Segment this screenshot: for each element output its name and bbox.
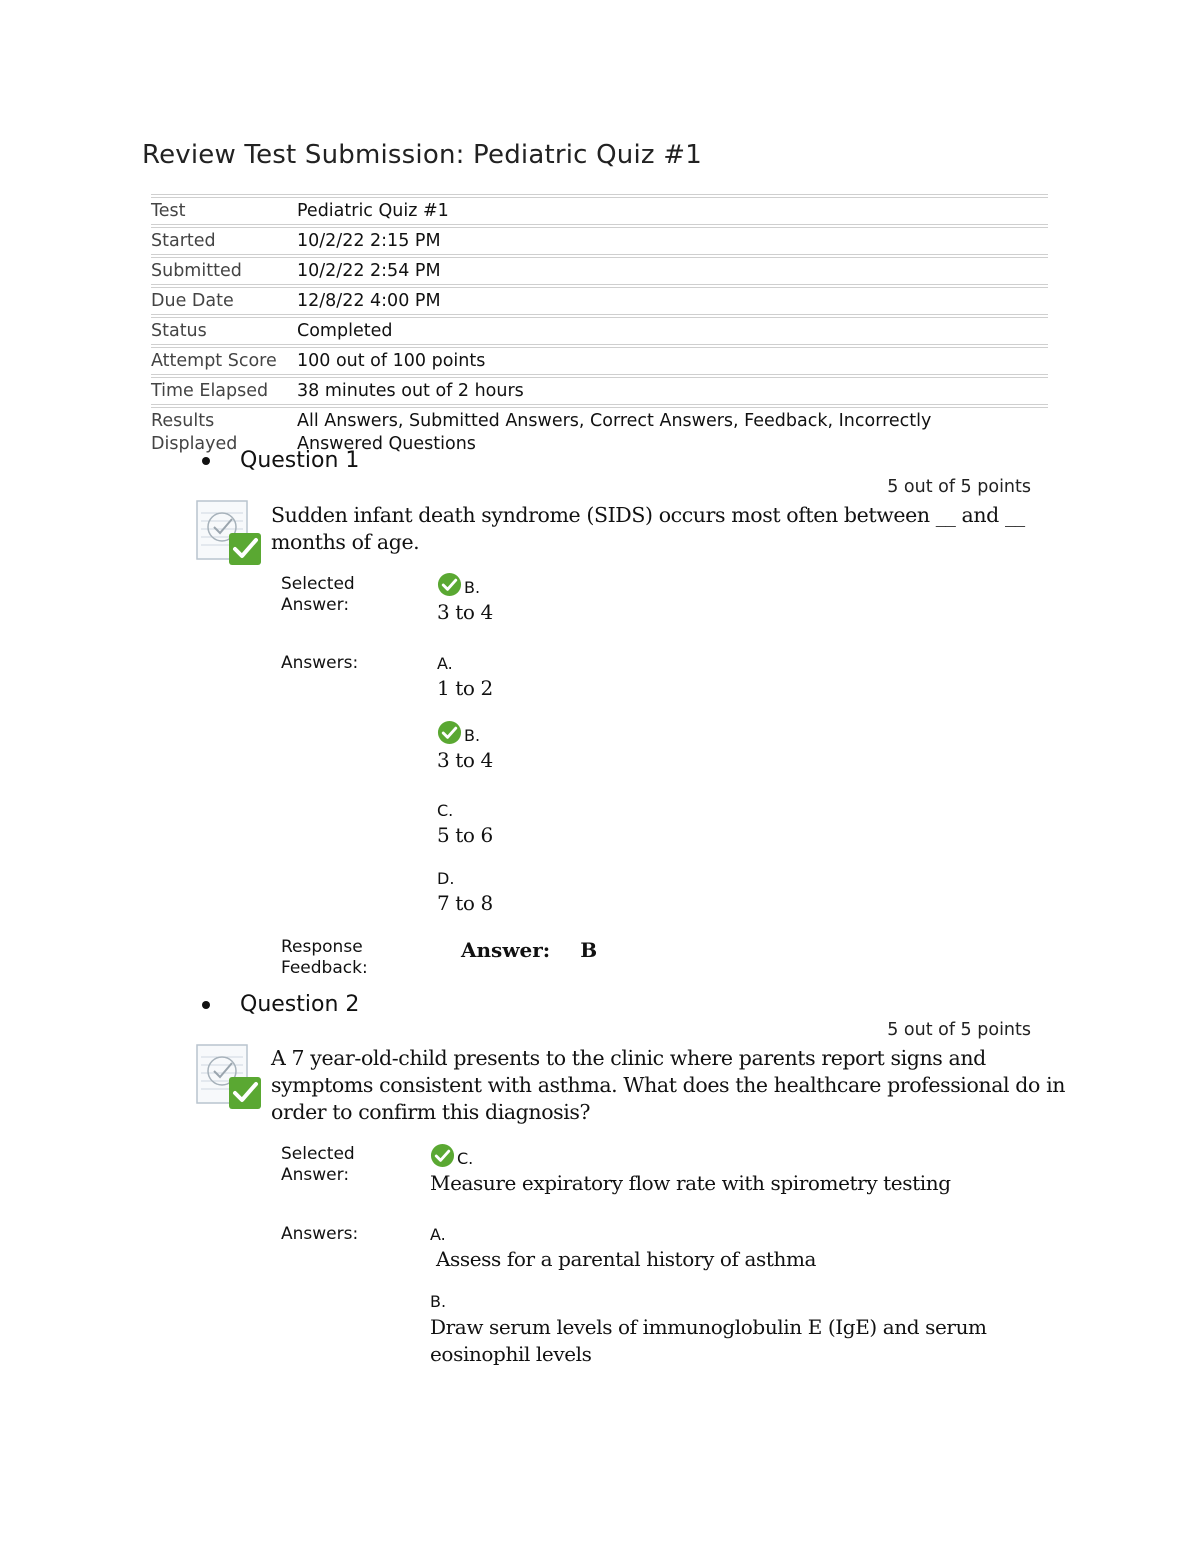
selected-answer-label: Selected Answer: (281, 1144, 355, 1185)
question-title: Question 2 (240, 992, 360, 1017)
answer-option (437, 654, 493, 700)
info-row-submitted (151, 256, 1048, 286)
info-value: Completed (297, 321, 393, 341)
info-key: Results Displayed (151, 411, 238, 454)
info-key: Test (151, 201, 186, 221)
info-value: 38 minutes out of 2 hours (297, 381, 524, 401)
bullet (202, 1001, 210, 1009)
answer-text: Measure expiratory flow rate with spirometry testing (430, 1171, 951, 1195)
answer-letter: B. (464, 726, 481, 745)
info-value: 10/2/22 2:15 PM (297, 231, 441, 251)
bullet (202, 457, 210, 465)
info-row-attempt-score (151, 346, 1048, 376)
info-key: Time Elapsed (151, 381, 269, 401)
answer-letter: A. (437, 654, 453, 673)
question-2-selected-answer (430, 1143, 951, 1195)
answer-text: 5 to 6 (437, 823, 493, 847)
info-key: Submitted (151, 261, 242, 281)
page-title: Review Test Submission: Pediatric Quiz #1 (142, 140, 702, 170)
answer-letter: A. (430, 1225, 446, 1244)
answer-letter: C. (457, 1149, 474, 1168)
question-1-text: Sudden infant death syndrome (SIDS) occurs most often between __ and __ months of age. (271, 503, 1025, 554)
question-1-points: 5 out of 5 points (887, 477, 1031, 497)
feedback-label: Answer: (461, 938, 551, 962)
response-feedback-label: Response Feedback: (281, 937, 368, 978)
info-value: 100 out of 100 points (297, 351, 486, 371)
answer-text: Assess for a parental history of asthma (430, 1247, 817, 1271)
info-row-started (151, 226, 1048, 256)
info-key: Status (151, 321, 207, 341)
answer-option (430, 1292, 1030, 1368)
info-key: Due Date (151, 291, 234, 311)
graded-correct-icon (195, 499, 263, 567)
info-value: Pediatric Quiz #1 (297, 201, 449, 221)
question-1-feedback (461, 938, 597, 962)
info-row-time-elapsed (151, 376, 1048, 406)
selected-answer-label: Selected Answer: (281, 574, 355, 615)
question-2-points: 5 out of 5 points (887, 1020, 1031, 1040)
question-2-heading (202, 992, 359, 1017)
info-key: Started (151, 231, 216, 251)
submission-info-table (151, 194, 1048, 456)
answer-option (430, 1225, 816, 1271)
answer-text: 7 to 8 (437, 891, 493, 915)
answer-option-correct (437, 720, 493, 772)
answer-text: Draw serum levels of immunoglobulin E (IgE) and serum eosinophil levels (430, 1315, 987, 1366)
answer-text: 3 to 4 (437, 600, 493, 624)
answer-letter: D. (437, 869, 455, 888)
info-row-status (151, 316, 1048, 346)
info-key: Attempt Score (151, 351, 277, 371)
question-2-text: A 7 year-old-child presents to the clinic where parents report signs and symptoms consistent with asthma. What does the healthcare professional do in order to confirm this diagnosis? (271, 1046, 1066, 1124)
answer-text: 3 to 4 (437, 748, 493, 772)
answers-label: Answers: (281, 1224, 359, 1244)
answer-option (437, 869, 493, 915)
answer-letter: B. (464, 578, 481, 597)
info-value: 12/8/22 4:00 PM (297, 291, 441, 311)
green-check-icon (437, 572, 462, 597)
info-value: All Answers, Submitted Answers, Correct Answers, Feedback, Incorrectly Answered Questions (297, 411, 932, 454)
feedback-value: B (580, 938, 598, 962)
info-row-due-date (151, 286, 1048, 316)
info-row-test (151, 196, 1048, 226)
answer-text: 1 to 2 (437, 676, 493, 700)
question-title: Question 1 (240, 448, 360, 473)
green-check-icon (430, 1143, 455, 1168)
green-check-icon (437, 720, 462, 745)
answers-label: Answers: (281, 653, 359, 673)
answer-letter: B. (430, 1292, 447, 1311)
answer-option (437, 801, 493, 847)
graded-correct-icon (195, 1043, 263, 1111)
question-1-heading (202, 448, 359, 473)
question-1-selected-answer (437, 572, 493, 624)
answer-letter: C. (437, 801, 454, 820)
info-value: 10/2/22 2:54 PM (297, 261, 441, 281)
